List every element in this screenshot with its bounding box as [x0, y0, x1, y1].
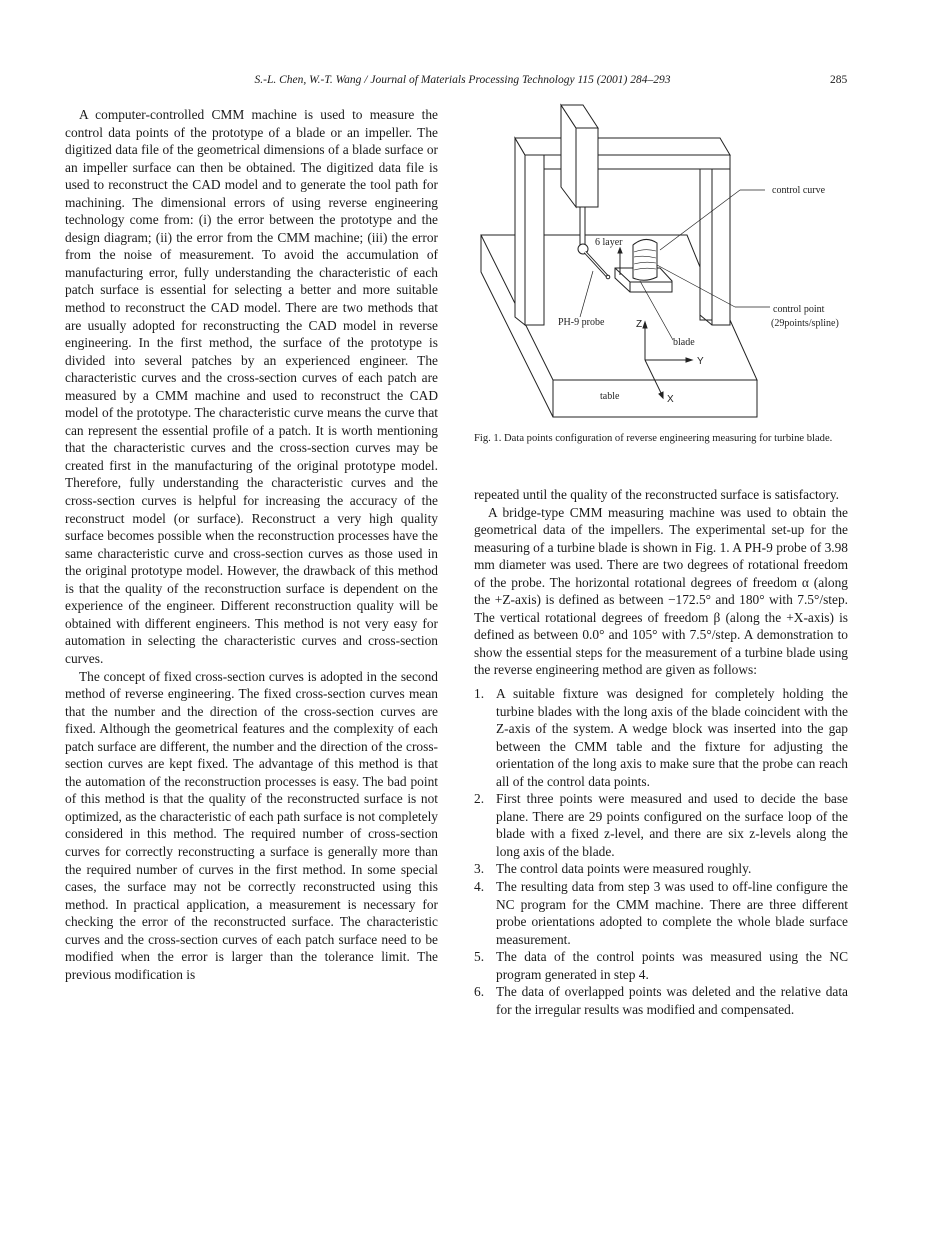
step-text: The control data points were measured roughly.	[496, 861, 752, 877]
label-6-layer: 6 layer	[595, 237, 623, 248]
list-item	[474, 860, 848, 878]
step-number: 4.	[474, 879, 485, 895]
right-column	[474, 486, 848, 1018]
label-axis-x: X	[667, 394, 674, 405]
paragraph: The concept of fixed cross-section curves is adopted in the second method of reverse engineering. The fixed cross-section curves mean that the number and the direction of the cross-section curves are fixed. Although the geometrical features and the complexity of each patch surface are different, the number and the direction of the cross-section curves are kept fixed. The advantage of this method is that the automation of the reconstruction processes is easy. The bad point of this method is that the quality of the reconstructed surface is not optimized, as the characteristic of each path surface is not completely considered in this method. The required number of cross-section curves for correctly reconstructing a surface is generally more than the required number of curves in the first method. In some special cases, the surface may not be correctly reconstructed using this method. In practical application, a measurement is necessary for checking the error of the reconstructed surface. The characteristic curves and the cross-section curves of each patch surface need to be modified when the error is larger than the tolerance limit. The previous modification is	[65, 668, 438, 982]
list-item	[474, 790, 848, 860]
label-control-curve: control curve	[772, 185, 826, 196]
left-column	[65, 106, 438, 983]
step-text: The data of the control points was measured using the NC program generated in step 4.	[496, 949, 848, 982]
paragraph: repeated until the quality of the reconstructed surface is satisfactory.	[474, 487, 839, 502]
step-text: The data of overlapped points was deleted and the relative data for the irregular results was modified and compensated.	[496, 984, 848, 1017]
step-number: 5.	[474, 949, 485, 965]
step-number: 3.	[474, 861, 485, 877]
label-control-point: control point	[773, 304, 825, 315]
paragraph: A computer-controlled CMM machine is used to measure the control data points of the prototype of a blade or an impeller. The digitized data file of the geometrical dimensions of a blade surface or an impeller surface can then be obtained. The digitized data file is used to reconstruct the CAD model and to generate the tool path for machining. The dimensional errors of using reverse engineering technology come from: (i) the error between the prototype and the design diagram; (ii) the error from the CMM machine; (iii) the error from the noise of measurement. To avoid the accumulation of manufacturing error, fully understanding the characteristic of each patch surface is essential for selecting a better and more suitable method to reconstruct the CAD model. There are two methods that are usually adopted for reconstructing the CAD model in reverse engineering. In the first method, the surface of the prototype is divided into several patches by an experienced engineer. The characteristic curves and the cross-section curves of each patch are measured by a CMM machine and used to reconstruct the CAD model of the prototype. The characteristic curve means the curve that can represent the essential profile of a patch. It is worth mentioning that the characteristic curves and the cross-section curves may be created first in the manufacturing of the original prototype model. Therefore, fully understanding the characteristic curves and the cross-section curves is helpful for increasing the accuracy of the reconstruct model (or surface). Reconstruct a very high quality surface becomes possible when the reconstruction processes have the same characteristic curve and cross-section curves as those used in the original prototype model. However, the drawback of this method is that the quality of the reconstruction surface is dependent on the experience of the engineer. Different reconstruction quality will be obtained with different engineers. This method is not very easy for automation in selecting the characteristic curves and cross-section curves.	[65, 107, 438, 666]
label-control-point-note: (29points/spline)	[771, 318, 839, 329]
page-number: 285	[830, 74, 848, 86]
step-number: 1.	[474, 686, 485, 702]
step-number: 2.	[474, 791, 485, 807]
label-axis-y: Y	[697, 356, 704, 367]
step-number: 6.	[474, 984, 485, 1000]
label-table: table	[600, 391, 620, 402]
label-probe: PH-9 probe	[558, 317, 605, 328]
running-header: S.-L. Chen, W.-T. Wang / Journal of Materials Processing Technology 115 (2001) 284–293	[254, 74, 671, 86]
label-axis-z: Z	[636, 319, 643, 330]
list-item	[474, 685, 848, 790]
label-blade: blade	[673, 337, 695, 348]
step-text: A suitable fixture was designed for completely holding the turbine blades with the long axis of the blade coincident with the Z-axis of the system. A wedge block was inserted into the gap between the CMM table and the fixture for adjusting the orientation of the long axis to make sure that the probe can reach all of the control data points.	[496, 686, 848, 789]
list-item	[474, 983, 848, 1018]
list-item	[474, 878, 848, 948]
list-item	[474, 948, 848, 983]
figure-cmm-setup	[470, 95, 860, 435]
step-text: First three points were measured and used to decide the base plane. There are 29 points configured on the surface loop of the blade with a fixed z-level, and there are six z-levels along the long axis of the blade.	[496, 791, 848, 859]
steps-list	[474, 685, 848, 1018]
step-text: The resulting data from step 3 was used to off-line configure the NC program for the CMM machine. There are three different probe orientations adopted to complete the whole blade surface measurement.	[496, 879, 848, 947]
paragraph: A bridge-type CMM measuring machine was used to obtain the geometrical data of the impellers. The experimental set-up for the measuring of a turbine blade is shown in Fig. 1. A PH-9 probe of 3.98 mm diameter was used. There are two degrees of rotational freedom of the probe. The horizontal rotational degrees of freedom α (along the +Z-axis) is defined as between −172.5° and 180° with 7.5°/step. The vertical rotational degrees of freedom β (along the +X-axis) is defined as between 0.0° and 105° with 7.5°/step. A demonstration to show the essential steps for the measurement of a turbine blade using the reverse engineering method are given as follows:	[474, 504, 848, 678]
figure-caption: Fig. 1. Data points configuration of reverse engineering measuring for turbine blade.	[474, 433, 833, 444]
